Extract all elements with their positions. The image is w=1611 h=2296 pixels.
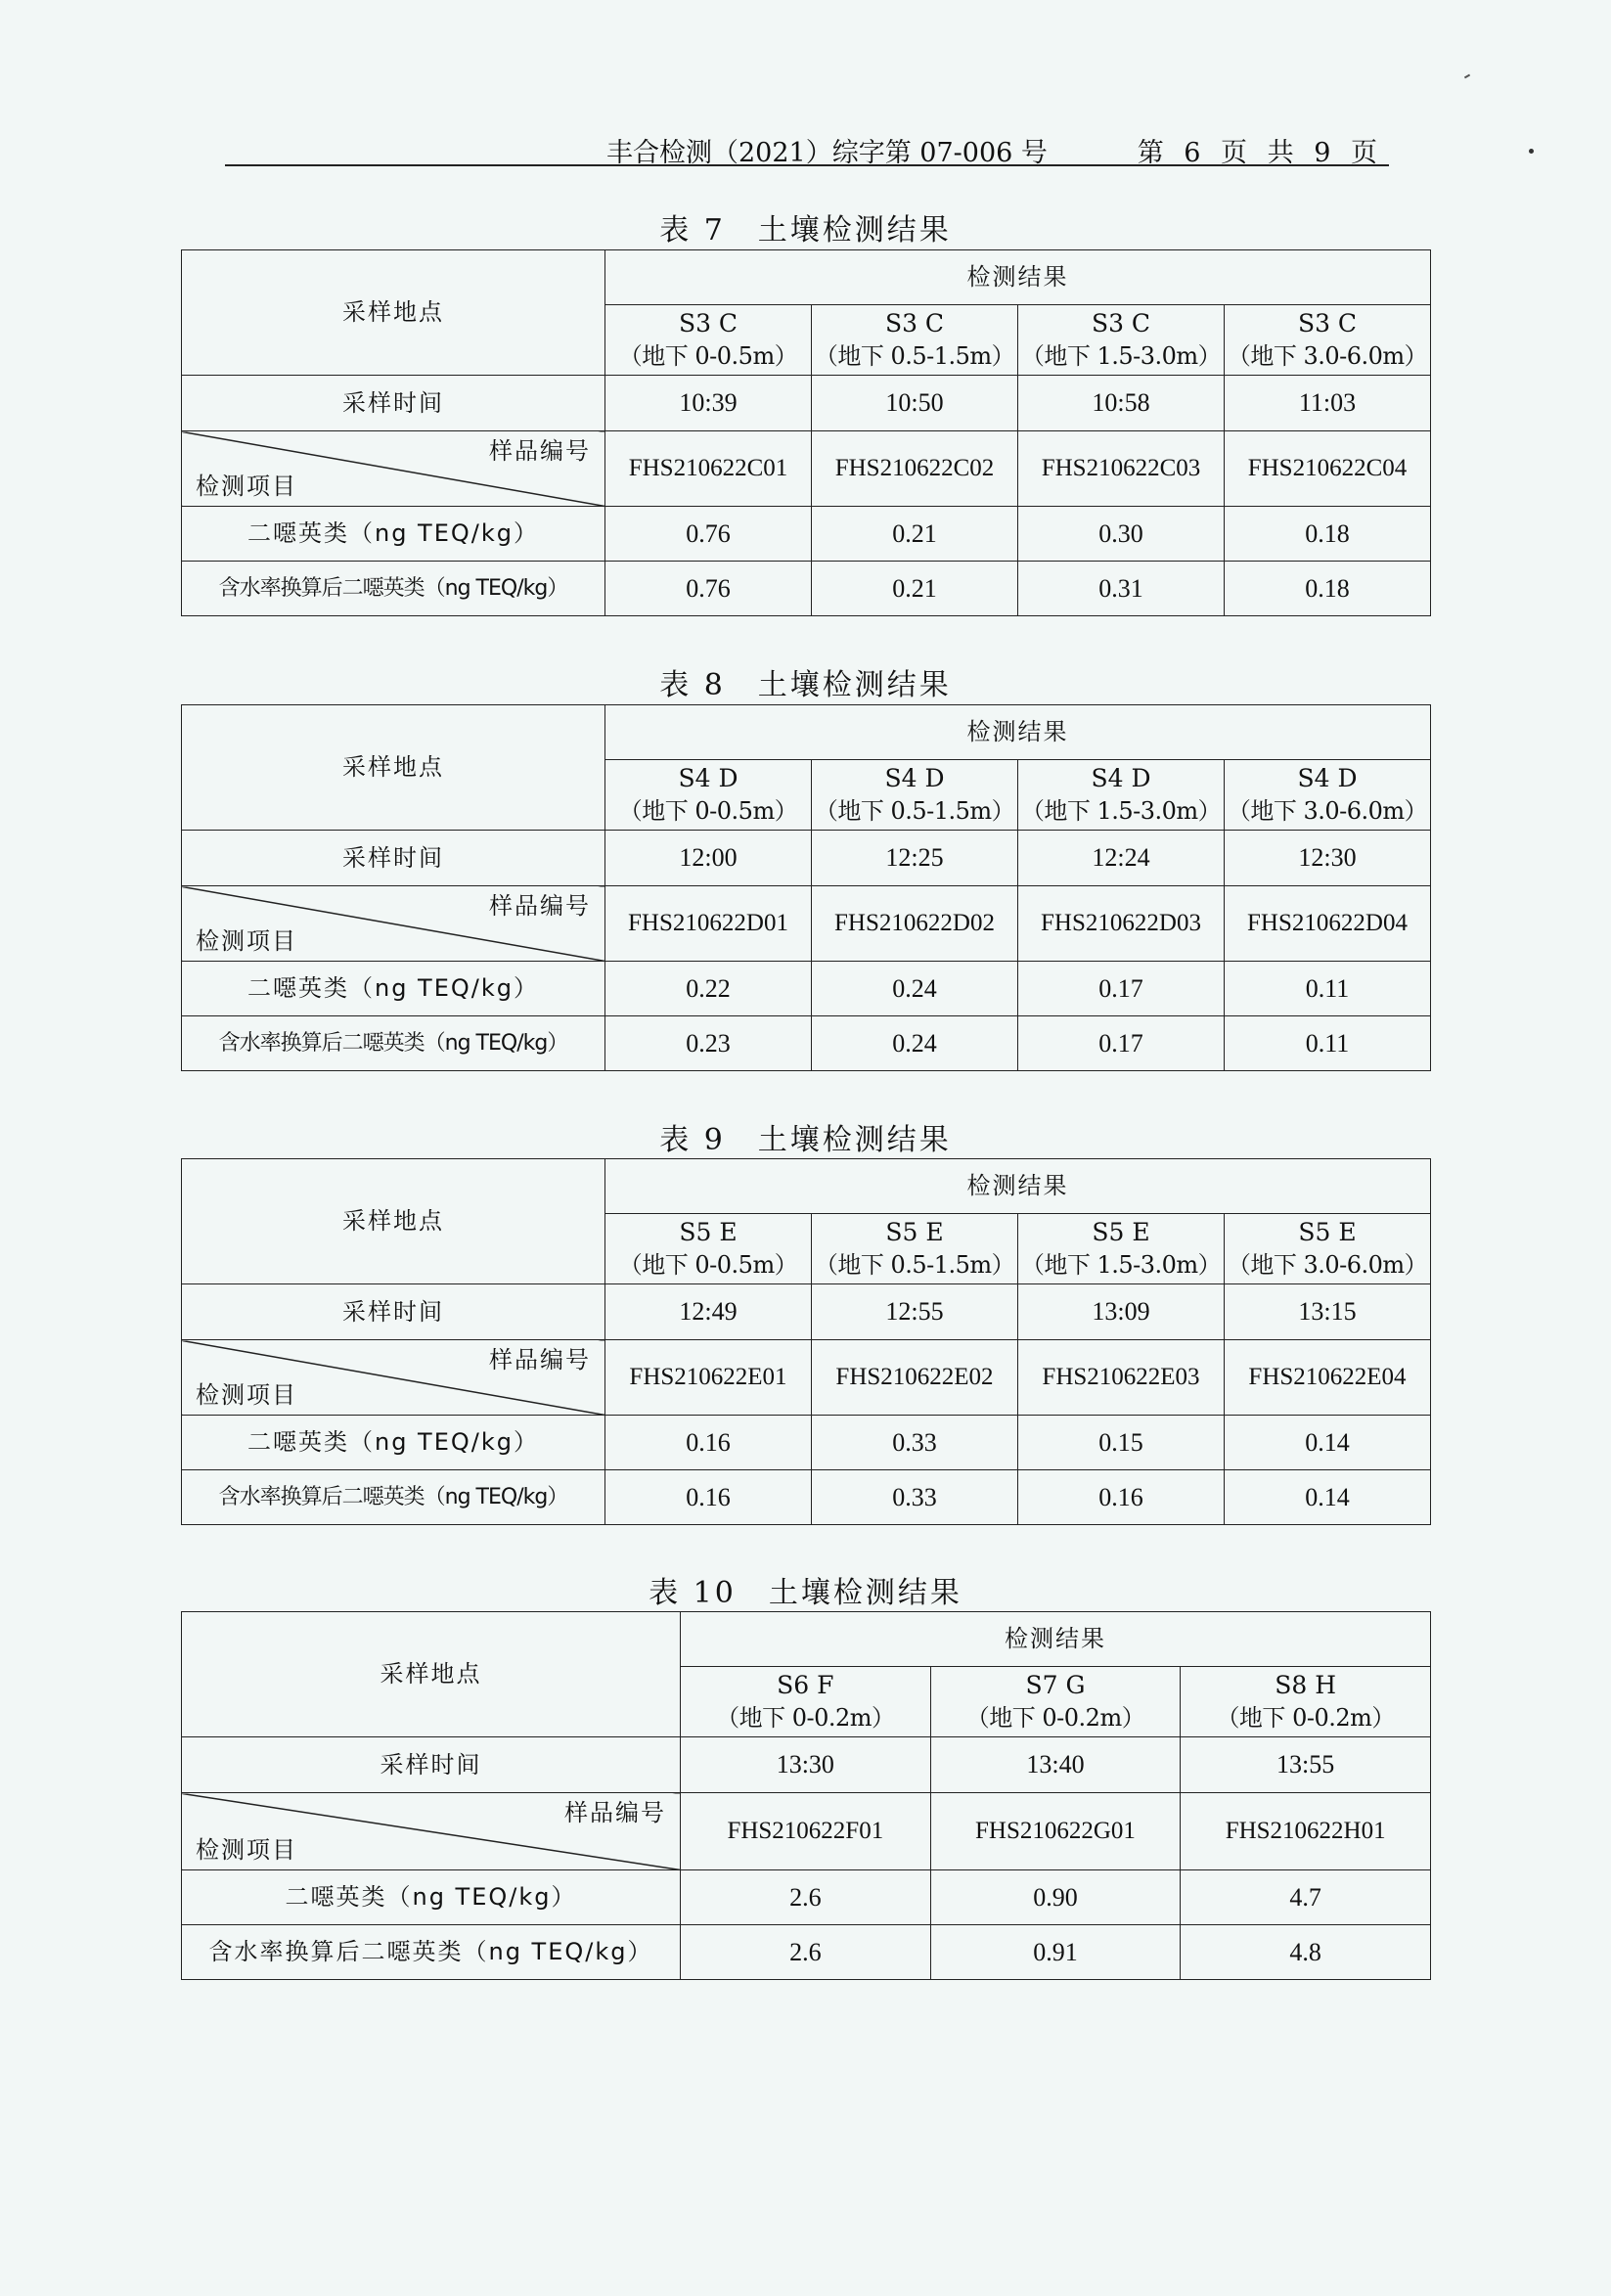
location-depth: （地下 0-0.2m）: [965, 1704, 1145, 1733]
site-label-cell: 采样地点: [182, 250, 605, 376]
scan-mark: [1464, 74, 1470, 79]
location-depth: （地下 3.0-6.0m）: [1227, 797, 1428, 826]
report-number: 丰合检测（2021）综字第 07-006 号: [606, 138, 1048, 168]
location-cell: [1181, 1667, 1431, 1737]
time-cell: 13:15: [1225, 1284, 1431, 1340]
location-cell: [930, 1667, 1181, 1737]
time-label-cell: 采样时间: [182, 1737, 681, 1793]
sample-id-label: 样品编号: [489, 437, 591, 465]
sample-id-cell: FHS210622F01: [681, 1793, 931, 1870]
time-cell: 12:24: [1018, 831, 1225, 886]
dioxins-moisture-value: 0.16: [605, 1470, 812, 1525]
sample-id-cell: FHS210622C04: [1225, 431, 1431, 507]
diagonal-header-cell: [182, 431, 605, 507]
location-site: S3 C: [1297, 309, 1358, 338]
location-depth: （地下 0-0.2m）: [716, 1704, 895, 1733]
sample-id-cell: FHS210622C03: [1018, 431, 1225, 507]
diagonal-header-cell: [182, 1793, 681, 1870]
time-cell: 10:58: [1018, 376, 1225, 431]
location-site: S4 D: [884, 764, 945, 793]
location-site: S4 D: [1091, 764, 1151, 793]
location-site: S3 C: [1091, 309, 1151, 338]
test-item-label: 检测项目: [196, 472, 297, 500]
results-header: 检测结果: [605, 1159, 1431, 1214]
site-label-cell: 采样地点: [182, 705, 605, 831]
location-depth: （地下 1.5-3.0m）: [1020, 797, 1222, 826]
time-cell: 12:49: [605, 1284, 812, 1340]
sample-id-label: 样品编号: [564, 1799, 666, 1826]
dioxins-value: 4.7: [1181, 1870, 1431, 1925]
location-cell: [1225, 305, 1431, 376]
dioxins-value: 0.24: [812, 962, 1018, 1016]
diagonal-header-cell: [182, 886, 605, 962]
location-cell: [1018, 305, 1225, 376]
location-depth: （地下 1.5-3.0m）: [1020, 342, 1222, 371]
item-dioxins-label: 二噁英类（ng TEQ/kg）: [182, 1416, 605, 1470]
time-label-cell: 采样时间: [182, 376, 605, 431]
sample-id-cell: FHS210622D04: [1225, 886, 1431, 962]
time-cell: 12:25: [812, 831, 1018, 886]
item-dioxins-moisture-label: 含水率换算后二噁英类（ng TEQ/kg）: [182, 1016, 605, 1071]
location-cell: [812, 305, 1018, 376]
dioxins-value: 0.21: [812, 507, 1018, 562]
dioxins-value: 0.14: [1225, 1416, 1431, 1470]
location-cell: [605, 760, 812, 831]
diagonal-header-cell: [182, 1340, 605, 1416]
dioxins-moisture-value: 0.31: [1018, 562, 1225, 616]
dioxins-value: 0.30: [1018, 507, 1225, 562]
location-site: S3 C: [678, 309, 738, 338]
item-dioxins-label: 二噁英类（ng TEQ/kg）: [182, 1870, 681, 1925]
location-depth: （地下 3.0-6.0m）: [1227, 1251, 1428, 1280]
time-cell: 13:30: [681, 1737, 931, 1793]
test-item-label: 检测项目: [196, 1835, 297, 1864]
dioxins-moisture-value: 0.16: [1018, 1470, 1225, 1525]
dioxins-value: 0.11: [1225, 962, 1431, 1016]
location-depth: （地下 1.5-3.0m）: [1020, 1251, 1222, 1280]
time-label-cell: 采样时间: [182, 1284, 605, 1340]
dioxins-value: 0.22: [605, 962, 812, 1016]
item-dioxins-label: 二噁英类（ng TEQ/kg）: [182, 962, 605, 1016]
site-label-cell: 采样地点: [182, 1612, 681, 1737]
location-site: S5 E: [1298, 1218, 1357, 1247]
dioxins-moisture-value: 0.18: [1225, 562, 1431, 616]
location-site: S4 D: [678, 764, 738, 793]
results-header: 检测结果: [681, 1612, 1431, 1667]
location-cell: [605, 1214, 812, 1284]
table10: [181, 1611, 1431, 1980]
sample-id-cell: FHS210622D01: [605, 886, 812, 962]
location-cell: [1225, 760, 1431, 831]
location-depth: （地下 0.5-1.5m）: [814, 1251, 1015, 1280]
location-depth: （地下 0-0.5m）: [618, 1251, 798, 1280]
dioxins-moisture-value: 0.91: [930, 1925, 1181, 1980]
sample-id-cell: FHS210622H01: [1181, 1793, 1431, 1870]
location-depth: （地下 0-0.5m）: [618, 342, 798, 371]
dioxins-moisture-value: 4.8: [1181, 1925, 1431, 1980]
sample-id-cell: FHS210622E02: [812, 1340, 1018, 1416]
location-site: S6 F: [777, 1671, 834, 1700]
location-site: S7 G: [1025, 1671, 1086, 1700]
item-dioxins-moisture-label: 含水率换算后二噁英类（ng TEQ/kg）: [182, 1925, 681, 1980]
dioxins-moisture-value: 0.11: [1225, 1016, 1431, 1071]
dioxins-moisture-value: 2.6: [681, 1925, 931, 1980]
scan-dot: [1529, 149, 1534, 154]
location-cell: [1018, 1214, 1225, 1284]
sample-id-cell: FHS210622E03: [1018, 1340, 1225, 1416]
location-depth: （地下 0.5-1.5m）: [814, 342, 1015, 371]
location-cell: [605, 305, 812, 376]
location-cell: [812, 1214, 1018, 1284]
location-site: S3 C: [884, 309, 945, 338]
table9-title: 表 9 土壤检测结果: [659, 1123, 952, 1157]
dioxins-value: 0.16: [605, 1416, 812, 1470]
location-site: S5 E: [885, 1218, 944, 1247]
test-item-label: 检测项目: [196, 926, 297, 955]
sample-id-cell: FHS210622E04: [1225, 1340, 1431, 1416]
item-dioxins-moisture-label: 含水率换算后二噁英类（ng TEQ/kg）: [182, 1470, 605, 1525]
time-cell: 13:40: [930, 1737, 1181, 1793]
location-site: S5 E: [679, 1218, 738, 1247]
test-item-label: 检测项目: [196, 1380, 297, 1409]
sample-id-label: 样品编号: [489, 1346, 591, 1373]
time-cell: 10:39: [605, 376, 812, 431]
page-header: [225, 125, 1389, 166]
dioxins-value: 2.6: [681, 1870, 931, 1925]
sample-id-cell: FHS210622E01: [605, 1340, 812, 1416]
location-depth: （地下 0-0.5m）: [618, 797, 798, 826]
table7-title: 表 7 土壤检测结果: [659, 213, 952, 248]
table9: [181, 1158, 1431, 1525]
sample-id-cell: FHS210622D03: [1018, 886, 1225, 962]
time-cell: 13:09: [1018, 1284, 1225, 1340]
table8-title: 表 8 土壤检测结果: [659, 668, 952, 702]
dioxins-moisture-value: 0.23: [605, 1016, 812, 1071]
results-header: 检测结果: [605, 250, 1431, 305]
item-dioxins-moisture-label: 含水率换算后二噁英类（ng TEQ/kg）: [182, 562, 605, 616]
dioxins-moisture-value: 0.17: [1018, 1016, 1225, 1071]
dioxins-value: 0.18: [1225, 507, 1431, 562]
dioxins-value: 0.15: [1018, 1416, 1225, 1470]
location-depth: （地下 0-0.2m）: [1216, 1704, 1395, 1733]
time-cell: 12:55: [812, 1284, 1018, 1340]
location-cell: [1225, 1214, 1431, 1284]
location-cell: [681, 1667, 931, 1737]
sample-id-cell: FHS210622C02: [812, 431, 1018, 507]
site-label-cell: 采样地点: [182, 1159, 605, 1284]
time-cell: 13:55: [1181, 1737, 1431, 1793]
time-cell: 12:30: [1225, 831, 1431, 886]
location-site: S4 D: [1297, 764, 1358, 793]
item-dioxins-label: 二噁英类（ng TEQ/kg）: [182, 507, 605, 562]
dioxins-moisture-value: 0.21: [812, 562, 1018, 616]
dioxins-moisture-value: 0.24: [812, 1016, 1018, 1071]
table8: [181, 704, 1431, 1071]
dioxins-value: 0.17: [1018, 962, 1225, 1016]
dioxins-value: 0.33: [812, 1416, 1018, 1470]
location-depth: （地下 3.0-6.0m）: [1227, 342, 1428, 371]
dioxins-moisture-value: 0.33: [812, 1470, 1018, 1525]
time-cell: 11:03: [1225, 376, 1431, 431]
page-number: 第 6 页 共 9 页: [1137, 138, 1383, 168]
location-site: S5 E: [1092, 1218, 1150, 1247]
table10-title: 表 10 土壤检测结果: [649, 1576, 962, 1610]
dioxins-moisture-value: 0.14: [1225, 1470, 1431, 1525]
time-label-cell: 采样时间: [182, 831, 605, 886]
results-header: 检测结果: [605, 705, 1431, 760]
sample-id-cell: FHS210622D02: [812, 886, 1018, 962]
dioxins-moisture-value: 0.76: [605, 562, 812, 616]
location-cell: [812, 760, 1018, 831]
location-depth: （地下 0.5-1.5m）: [814, 797, 1015, 826]
time-cell: 12:00: [605, 831, 812, 886]
dioxins-value: 0.90: [930, 1870, 1181, 1925]
location-site: S8 H: [1275, 1671, 1337, 1700]
dioxins-value: 0.76: [605, 507, 812, 562]
sample-id-label: 样品编号: [489, 892, 591, 920]
sample-id-cell: FHS210622G01: [930, 1793, 1181, 1870]
time-cell: 10:50: [812, 376, 1018, 431]
table7: [181, 249, 1431, 616]
location-cell: [1018, 760, 1225, 831]
sample-id-cell: FHS210622C01: [605, 431, 812, 507]
